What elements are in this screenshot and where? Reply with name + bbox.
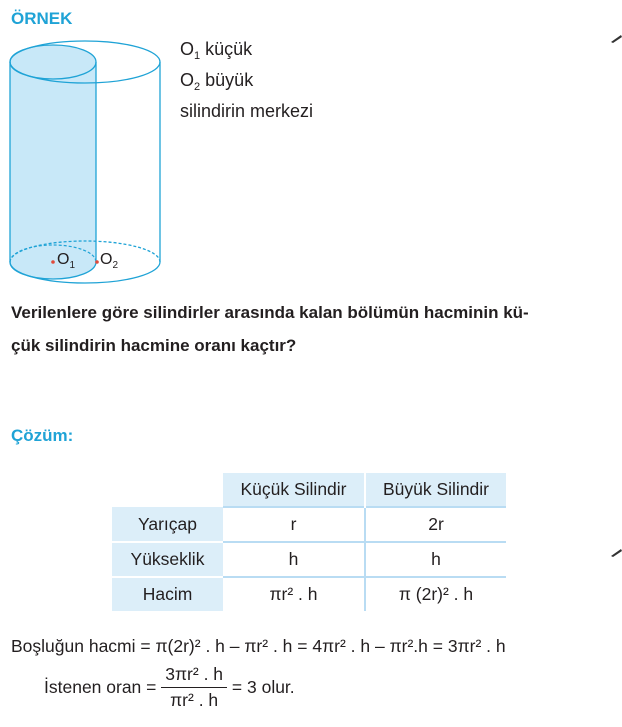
- ratio-denominator: πr² . h: [170, 690, 219, 710]
- table-row: [112, 507, 506, 542]
- cell-small-volume: πr² . h: [223, 577, 365, 611]
- cell-big-radius: 2r: [365, 507, 506, 542]
- ratio-expression: [44, 664, 295, 711]
- row-label-height: Yükseklik: [112, 542, 223, 577]
- question-line-1: Verilenlere göre silindirler arasında kalan bölümün hacminin kü-: [11, 303, 529, 322]
- row-label-volume: Hacim: [112, 577, 223, 611]
- label-o2: $O_2$ büyük: [180, 70, 254, 93]
- pencil-icon: [609, 548, 622, 558]
- small-cylinder-fill: [10, 62, 96, 279]
- comparison-table: [112, 473, 506, 611]
- row-label-radius: Yarıçap: [112, 507, 223, 542]
- label-center: silindirin merkezi: [180, 101, 314, 121]
- table-header-row: [112, 473, 506, 507]
- header-small-cylinder: Küçük Silindir: [223, 473, 365, 507]
- ratio-suffix: = 3 olur.: [231, 677, 295, 697]
- ratio-prefix: İstenen oran =: [44, 677, 157, 697]
- cell-big-height: h: [365, 542, 506, 577]
- cell-small-radius: r: [223, 507, 365, 542]
- cell-small-height: h: [223, 542, 365, 577]
- header-big-cylinder: Büyük Silindir: [365, 473, 506, 507]
- cylinder-diagram: [6, 40, 164, 284]
- center-o1-point: [51, 260, 55, 264]
- cell-big-volume: π (2r)² . h: [398, 584, 474, 604]
- center-o2-point: [95, 260, 99, 264]
- example-heading: ÖRNEK: [11, 9, 73, 28]
- ratio-fraction: [161, 664, 227, 711]
- solution-heading: Çözüm:: [11, 426, 74, 445]
- ratio-numerator: 3πr² . h: [161, 664, 227, 688]
- pencil-icon: [609, 34, 622, 44]
- table-row: [112, 577, 506, 611]
- void-volume-equation: Boşluğun hacmi = π(2r)² . h – πr² . h = 4πr² . h – πr².h = 3πr² . h: [11, 636, 506, 656]
- table-row: [112, 542, 506, 577]
- table-corner: [112, 473, 223, 507]
- center-o1-label: $O_1$: [57, 251, 76, 271]
- question-line-2: çük silindirin hacmine oranı kaçtır?: [11, 336, 297, 355]
- label-o1: $O_1$ küçük: [180, 39, 253, 62]
- center-o2-label: $O_2$: [100, 251, 119, 271]
